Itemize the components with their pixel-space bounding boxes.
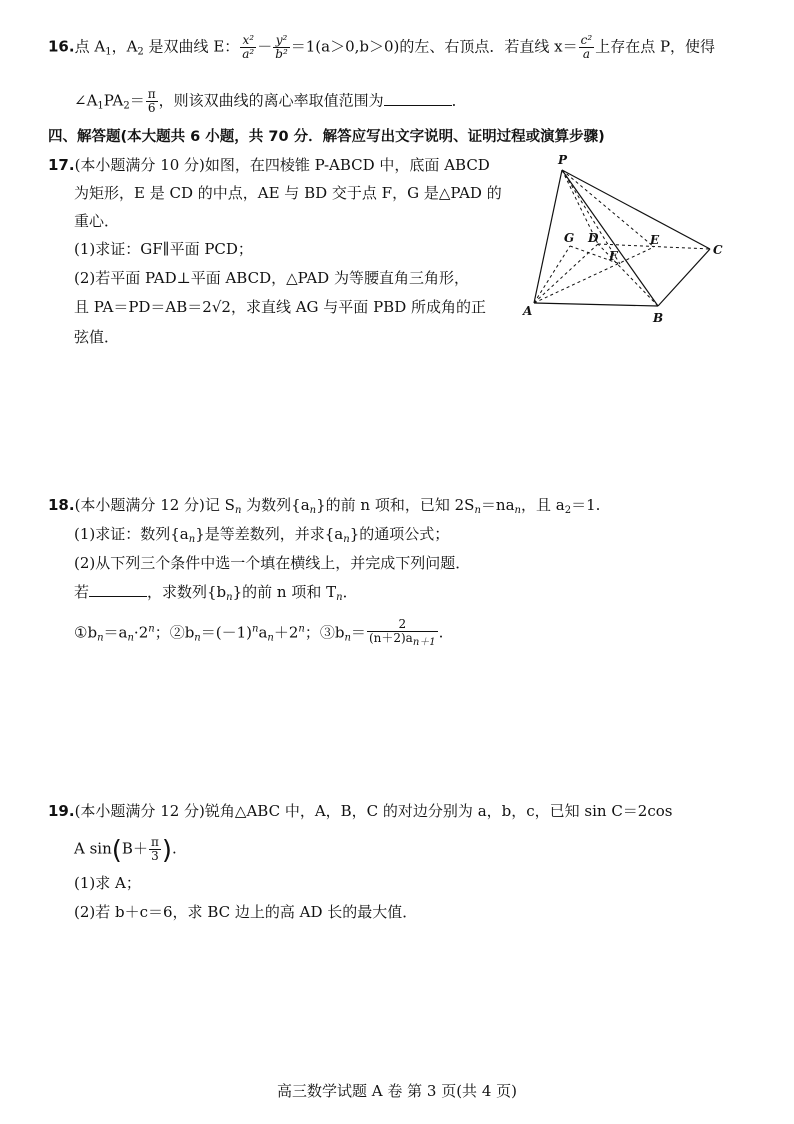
q18-part1: (1)求证：数列$\{a_n\}$是等差数列，并求$\{a_n\}$的通项公式； xyxy=(74,525,450,545)
edge-PB xyxy=(562,170,658,306)
fraction-c2-a: $\frac{\text{c²}}{a}$ xyxy=(580,33,593,61)
q17-line1: 17.(本小题满分 10 分)如图，在四棱锥 P-ABCD 中，底面 ABCD xyxy=(48,156,490,174)
q17-line2: 为矩形，E 是 CD 的中点，AE 与 BD 交于点 F，G 是△PAD 的 xyxy=(74,184,502,202)
q17-line7: 弦值． xyxy=(74,328,120,346)
label-F: F xyxy=(609,249,618,263)
fraction-y2-b2: $\frac{\text{y²}}{\text{b²}}$ xyxy=(275,33,288,61)
q19-part1: (1)求 A； xyxy=(74,874,141,892)
q17-number: 17. xyxy=(48,156,75,174)
q16-line2: $\angle A_1PA_2=$ $\frac{\pi}{6}$ ，则该双曲线的离心率取值范围为 ． xyxy=(74,87,467,115)
q17-line3: 重心． xyxy=(74,212,120,230)
label-E: E xyxy=(650,233,660,247)
label-C: C xyxy=(713,243,723,257)
q17-part1: (1)求证：GF∥平面 PCD； xyxy=(74,240,253,258)
edge-BD xyxy=(598,244,658,306)
q17-part2: (2)若平面 PAD⊥平面 ABCD，△PAD 为等腰直角三角形， xyxy=(74,269,469,287)
label-D: D xyxy=(588,231,599,245)
q17-line6: 且 PA＝PD＝AB＝2√2，求直线 AG 与平面 PBD 所成角的正 xyxy=(74,298,486,316)
q16-number: 16. xyxy=(48,37,75,56)
q18-part2: (2)从下列三个条件中选一个填在横线上，并完成下列问题． xyxy=(74,554,471,572)
edge-AB xyxy=(534,303,658,306)
answer-blank[interactable] xyxy=(384,91,452,106)
section-header: 四、解答题(本大题共 6 小题，共 70 分．解答应写出文字说明、证明过程或演算步骤) xyxy=(48,129,605,145)
fraction-x2-a2: $\frac{\text{x²}}{\text{a²}}$ xyxy=(242,33,255,61)
pyramid-figure xyxy=(520,148,770,330)
fraction-pi-6: $\frac{\pi}{6}$ xyxy=(147,87,156,115)
q18-line1: 18.(本小题满分 12 分)记 $S_n$ 为数列$\{a_n\}$的前 n 项和，已知 $2S_n=na_n$，且 $a_2=1$. xyxy=(48,496,601,516)
q16-line1: 16.点 $A_1$，$A_2$ 是双曲线 E： $\frac{\text{x²}}{\text{a²}}$ － $\frac{\text{y²}}{\text{b²}}$ ＝1(a＞0,b＞0)的左、右顶点．若直线 x＝ $\frac{\text{c²}}{a}$ 上存在点 P，使得 xyxy=(48,33,716,61)
edge-BC xyxy=(658,249,710,306)
q19-part2: (2)若 b＋c＝6，求 BC 边上的高 AD 长的最大值． xyxy=(74,903,418,921)
label-G: G xyxy=(564,231,575,245)
condition-blank[interactable] xyxy=(89,582,147,597)
label-P: P xyxy=(558,153,568,167)
edge-PC xyxy=(562,170,710,249)
q19-number: 19. xyxy=(48,802,75,820)
fraction-condition3: $\frac{2}{(n+2)a_{n+1}}$ xyxy=(368,617,436,648)
page-footer: 高三数学试题 A 卷 第 3 页(共 4 页) xyxy=(276,1082,517,1100)
label-B: B xyxy=(653,311,664,325)
q19-line2: A sin(B＋ $\frac{\pi}{3}$ ). xyxy=(74,835,177,866)
edge-PA xyxy=(534,170,562,303)
q19-line1: 19.(本小题满分 12 分)锐角△ABC 中，A，B，C 的对边分别为 a，b，c，已知 sin C＝2cos xyxy=(48,802,673,820)
q18-line4: 若 ，求数列$\{b_n\}$的前 n 项和 $T_n$． xyxy=(74,583,358,603)
q18-number: 18. xyxy=(48,496,75,514)
q18-conditions: $①b_n=a_n\cdot 2^n$；$②b_n=(-1)^na_n+2^n$；$③b_n=$ $\frac{2}{(n+2)a_{n+1}}$ . xyxy=(74,617,444,648)
fraction-pi-3: $\frac{\pi}{3}$ xyxy=(150,835,159,863)
label-A: A xyxy=(523,304,533,318)
